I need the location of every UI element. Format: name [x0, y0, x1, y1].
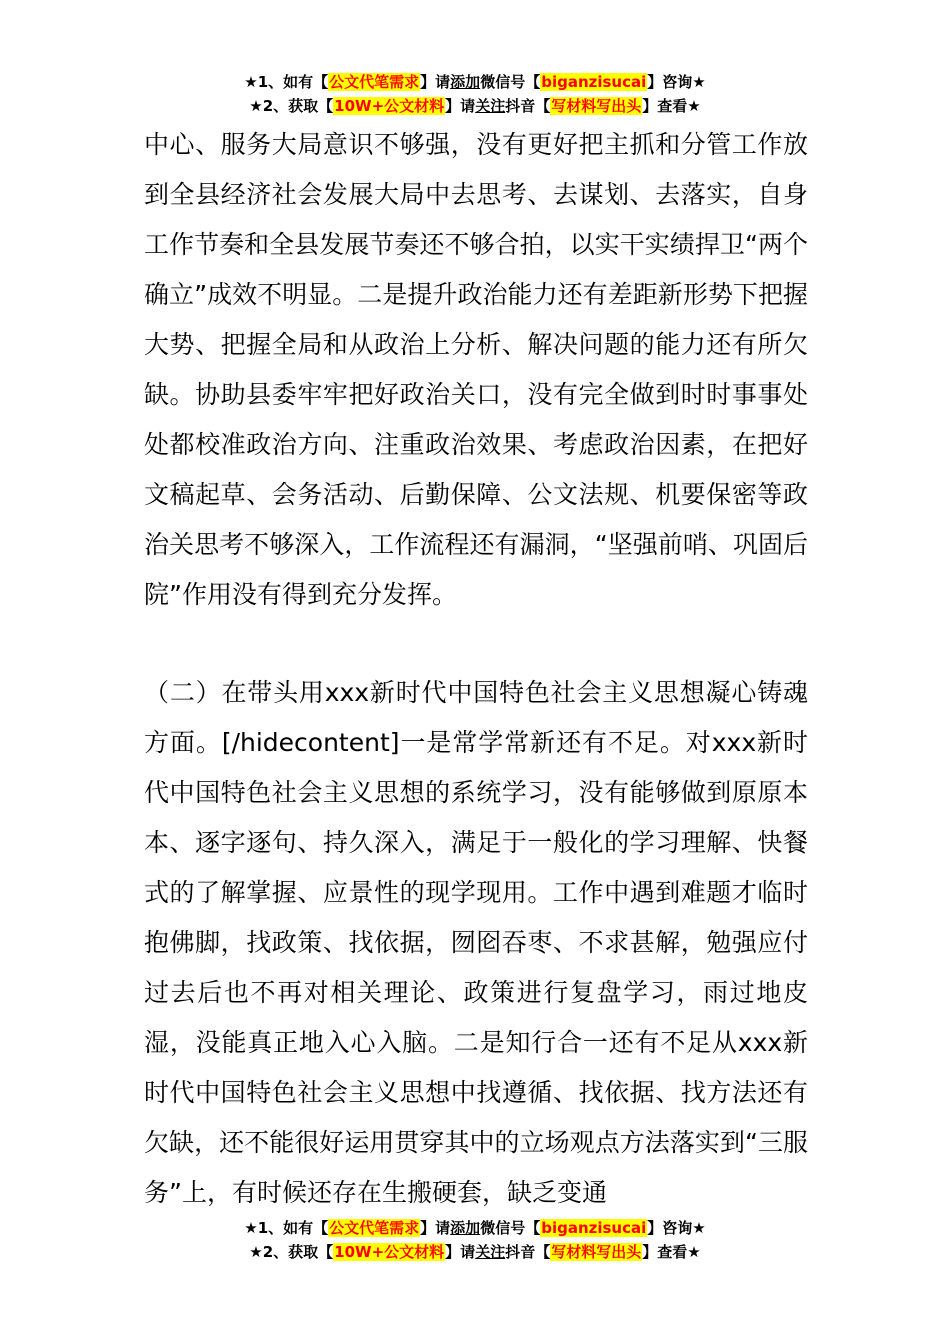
notice-text: 2、获取【: [262, 1243, 334, 1261]
notice-text: 】咨询: [647, 73, 693, 91]
notice-text: 】请: [445, 1243, 476, 1261]
star-icon: ★: [687, 1243, 701, 1261]
underlined-text: 添加: [450, 1219, 481, 1237]
paragraph-2: （二）在带头用xxx新时代中国特色社会主义思想凝心铸魂方面。[/hidecontent]一是常学常新还有不足。对xxx新时代中国特色社会主义思想的系统学习，没有能够做到原原本本、逐字逐句、持久深入，满足于一般化的学习理解、快餐式的了解掌握、应景性的现学现用。工作中遇到难题才临时抱佛脚，找政策、找依据，囫囵吞枣、不求甚解，勉强应付过去后也不再对相关理论、政策进行复盘学习，雨过地皮湿，没能真正地入心入脑。二是知行合一还有不足从xxx新时代中国特色社会主义思想中找遵循、找依据、找方法还有欠缺，还不能很好运用贯穿其中的立场观点方法落实到“三服务”上，有时候还存在生搬硬套，缺乏变通: [144, 678, 808, 1207]
highlight-materials: 10W+公文材料: [334, 97, 445, 115]
notice-line-2: [0, 94, 950, 118]
notice-text: 抖音【: [505, 97, 551, 115]
notice-text: 2、获取【: [262, 97, 334, 115]
highlight-douyin-account: 写材料写出头: [551, 1243, 642, 1261]
highlight-service: 公文代笔需求: [329, 73, 420, 91]
star-icon: ★: [244, 73, 258, 91]
notice-text: 】请: [420, 73, 451, 91]
notice-text: 】请: [445, 97, 476, 115]
star-icon: ★: [692, 1219, 706, 1237]
star-icon: ★: [244, 1219, 258, 1237]
notice-text: 1、如有【: [257, 73, 329, 91]
notice-text: 抖音【: [505, 1243, 551, 1261]
footer-notice: [0, 1216, 950, 1264]
star-icon: ★: [692, 73, 706, 91]
underlined-text: 添加: [450, 73, 481, 91]
star-icon: ★: [249, 97, 263, 115]
notice-text: 微信号【: [480, 73, 541, 91]
highlight-wechat-id: biganzisucai: [541, 1219, 647, 1237]
notice-line-1: [0, 1216, 950, 1240]
notice-text: 】请: [420, 1219, 451, 1237]
highlight-wechat-id: biganzisucai: [541, 73, 647, 91]
notice-line-1: [0, 70, 950, 94]
highlight-service: 公文代笔需求: [329, 1219, 420, 1237]
notice-text: 1、如有【: [257, 1219, 329, 1237]
notice-text: 】查看: [642, 1243, 688, 1261]
paragraph-1: 中心、服务大局意识不够强，没有更好把主抓和分管工作放到全县经济社会发展大局中去思考、去谋划、去落实，自身工作节奏和全县发展节奏还不够合拍，以实干实绩捍卫“两个确立”成效不明显。二是提升政治能力还有差距新形势下把握大势、把握全局和从政治上分析、解决问题的能力还有所欠缺。协助县委牢牢把好政治关口，没有完全做到时时事事处处都校准政治方向、注重政治效果、考虑政治因素，在把好文稿起草、会务活动、后勤保障、公文法规、机要保密等政治关思考不够深入，工作流程还有漏洞，“坚强前哨、巩固后院”作用没有得到充分发挥。: [144, 130, 808, 609]
notice-line-2: [0, 1240, 950, 1264]
notice-text: 微信号【: [480, 1219, 541, 1237]
star-icon: ★: [687, 97, 701, 115]
notice-text: 】查看: [642, 97, 688, 115]
highlight-douyin-account: 写材料写出头: [551, 97, 642, 115]
underlined-text: 关注: [475, 97, 506, 115]
notice-text: 】咨询: [647, 1219, 693, 1237]
star-icon: ★: [249, 1243, 263, 1261]
header-notice: [0, 70, 950, 118]
highlight-materials: 10W+公文材料: [334, 1243, 445, 1261]
underlined-text: 关注: [475, 1243, 506, 1261]
